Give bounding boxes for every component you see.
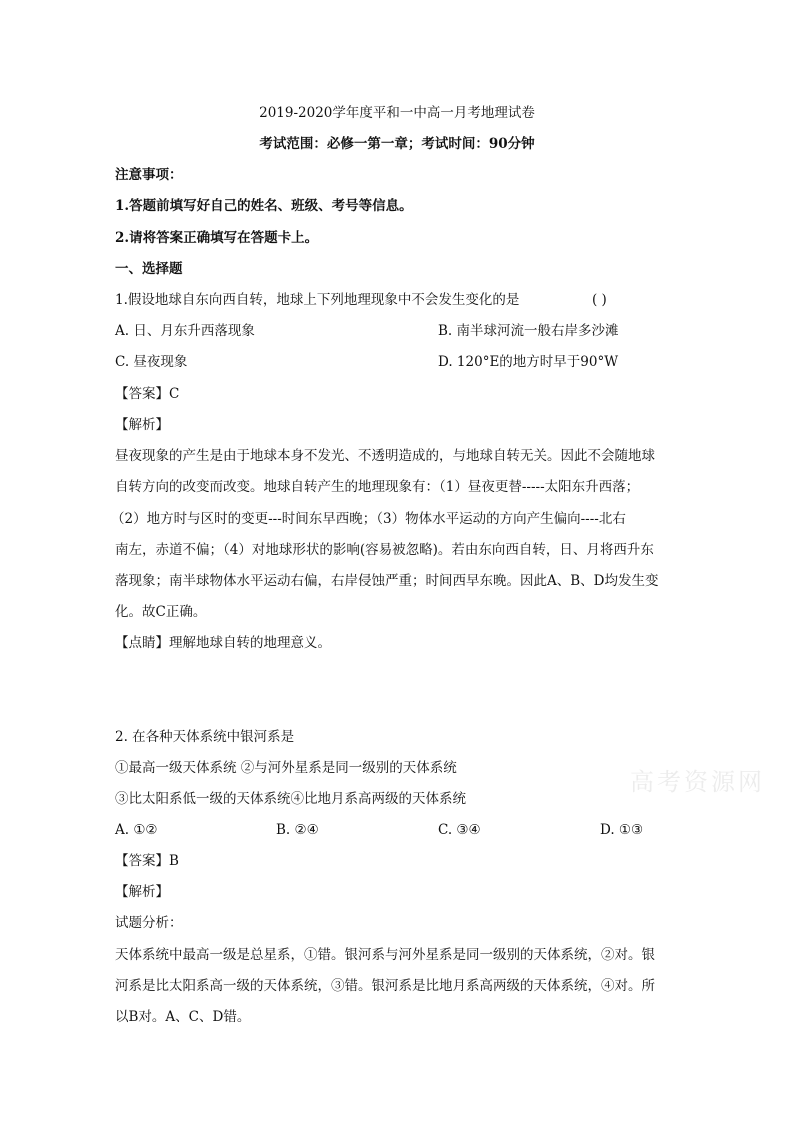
q1-analysis-line: 自转方向的改变而改变。地球自转产生的地理现象有：（1）昼夜更替-----太阳东升西落； <box>115 479 640 495</box>
q1-stem: 1.假设地球自东向西自转，地球上下列地理现象中不会发生变化的是 <box>115 292 520 308</box>
q2-option-b: B. ②④ <box>276 822 319 838</box>
section-heading: 一、选择题 <box>115 261 183 277</box>
q2-analysis-line: 河系是比太阳系高一级的天体系统，③错。银河系是比地月系高两级的天体系统，④对。所 <box>115 978 655 994</box>
q1-analysis-line: 南左，赤道不偏；（4）对地球形状的影响(容易被忽略)。若由东向西自转，日、月将西升东 <box>115 542 654 558</box>
q2-option-d: D. ①③ <box>600 822 644 838</box>
q2-analysis-line: 天体系统中最高一级是总星系，①错。银河系与河外星系是同一级别的天体系统，②对。银 <box>115 947 655 963</box>
exam-title: 2019-2020学年度平和一中高一月考地理试卷 <box>259 105 535 121</box>
q1-option-d: D. 120°E的地方时早于90°W <box>438 354 619 370</box>
q1-analysis-line: 落现象；南半球物体水平运动右偏，右岸侵蚀严重；时间西早东晚。因此A、B、D均发生变 <box>115 573 659 589</box>
notice-item-1: 1.答题前填写好自己的姓名、班级、考号等信息。 <box>115 198 413 214</box>
watermark: 高考资源网 <box>630 768 765 796</box>
q1-analysis-label: 【解析】 <box>115 417 169 433</box>
q2-option-c: C. ③④ <box>438 822 481 838</box>
q1-option-b: B. 南半球河流一般右岸多沙滩 <box>438 323 619 339</box>
q1-answer-blank: ( ) <box>592 292 607 308</box>
q2-stem: 2. 在各种天体系统中银河系是 <box>115 729 295 745</box>
q1-point: 【点睛】理解地球自转的地理意义。 <box>115 635 331 651</box>
q1-analysis-line: （2）地方时与区时的变更---时间东早西晚；（3）物体水平运动的方向产生偏向----北右 <box>111 511 626 527</box>
notice-heading: 注意事项： <box>115 167 183 183</box>
q2-analysis-label: 【解析】 <box>115 884 169 900</box>
q2-statement-line: ③比太阳系低一级的天体系统④比地月系高两级的天体系统 <box>115 791 466 807</box>
q1-option-a: A. 日、月东升西落现象 <box>115 323 255 339</box>
q2-analysis-intro: 试题分析： <box>115 915 183 931</box>
q1-analysis-line: 昼夜现象的产生是由于地球本身不发光、不透明造成的，与地球自转无关。因此不会随地球 <box>115 448 655 464</box>
q1-answer: 【答案】C <box>115 386 180 402</box>
q2-answer: 【答案】B <box>115 853 179 869</box>
q2-option-a: A. ①② <box>115 822 158 838</box>
q2-analysis-line: 以B对。A、C、D错。 <box>115 1009 251 1025</box>
q2-statement-line: ①最高一级天体系统 ②与河外星系是同一级别的天体系统 <box>115 760 457 776</box>
q1-option-c: C. 昼夜现象 <box>115 354 188 370</box>
notice-item-2: 2.请将答案正确填写在答题卡上。 <box>115 230 319 246</box>
exam-subtitle: 考试范围：必修一第一章；考试时间：90分钟 <box>259 136 535 152</box>
q1-analysis-line: 化。故C正确。 <box>115 604 207 620</box>
